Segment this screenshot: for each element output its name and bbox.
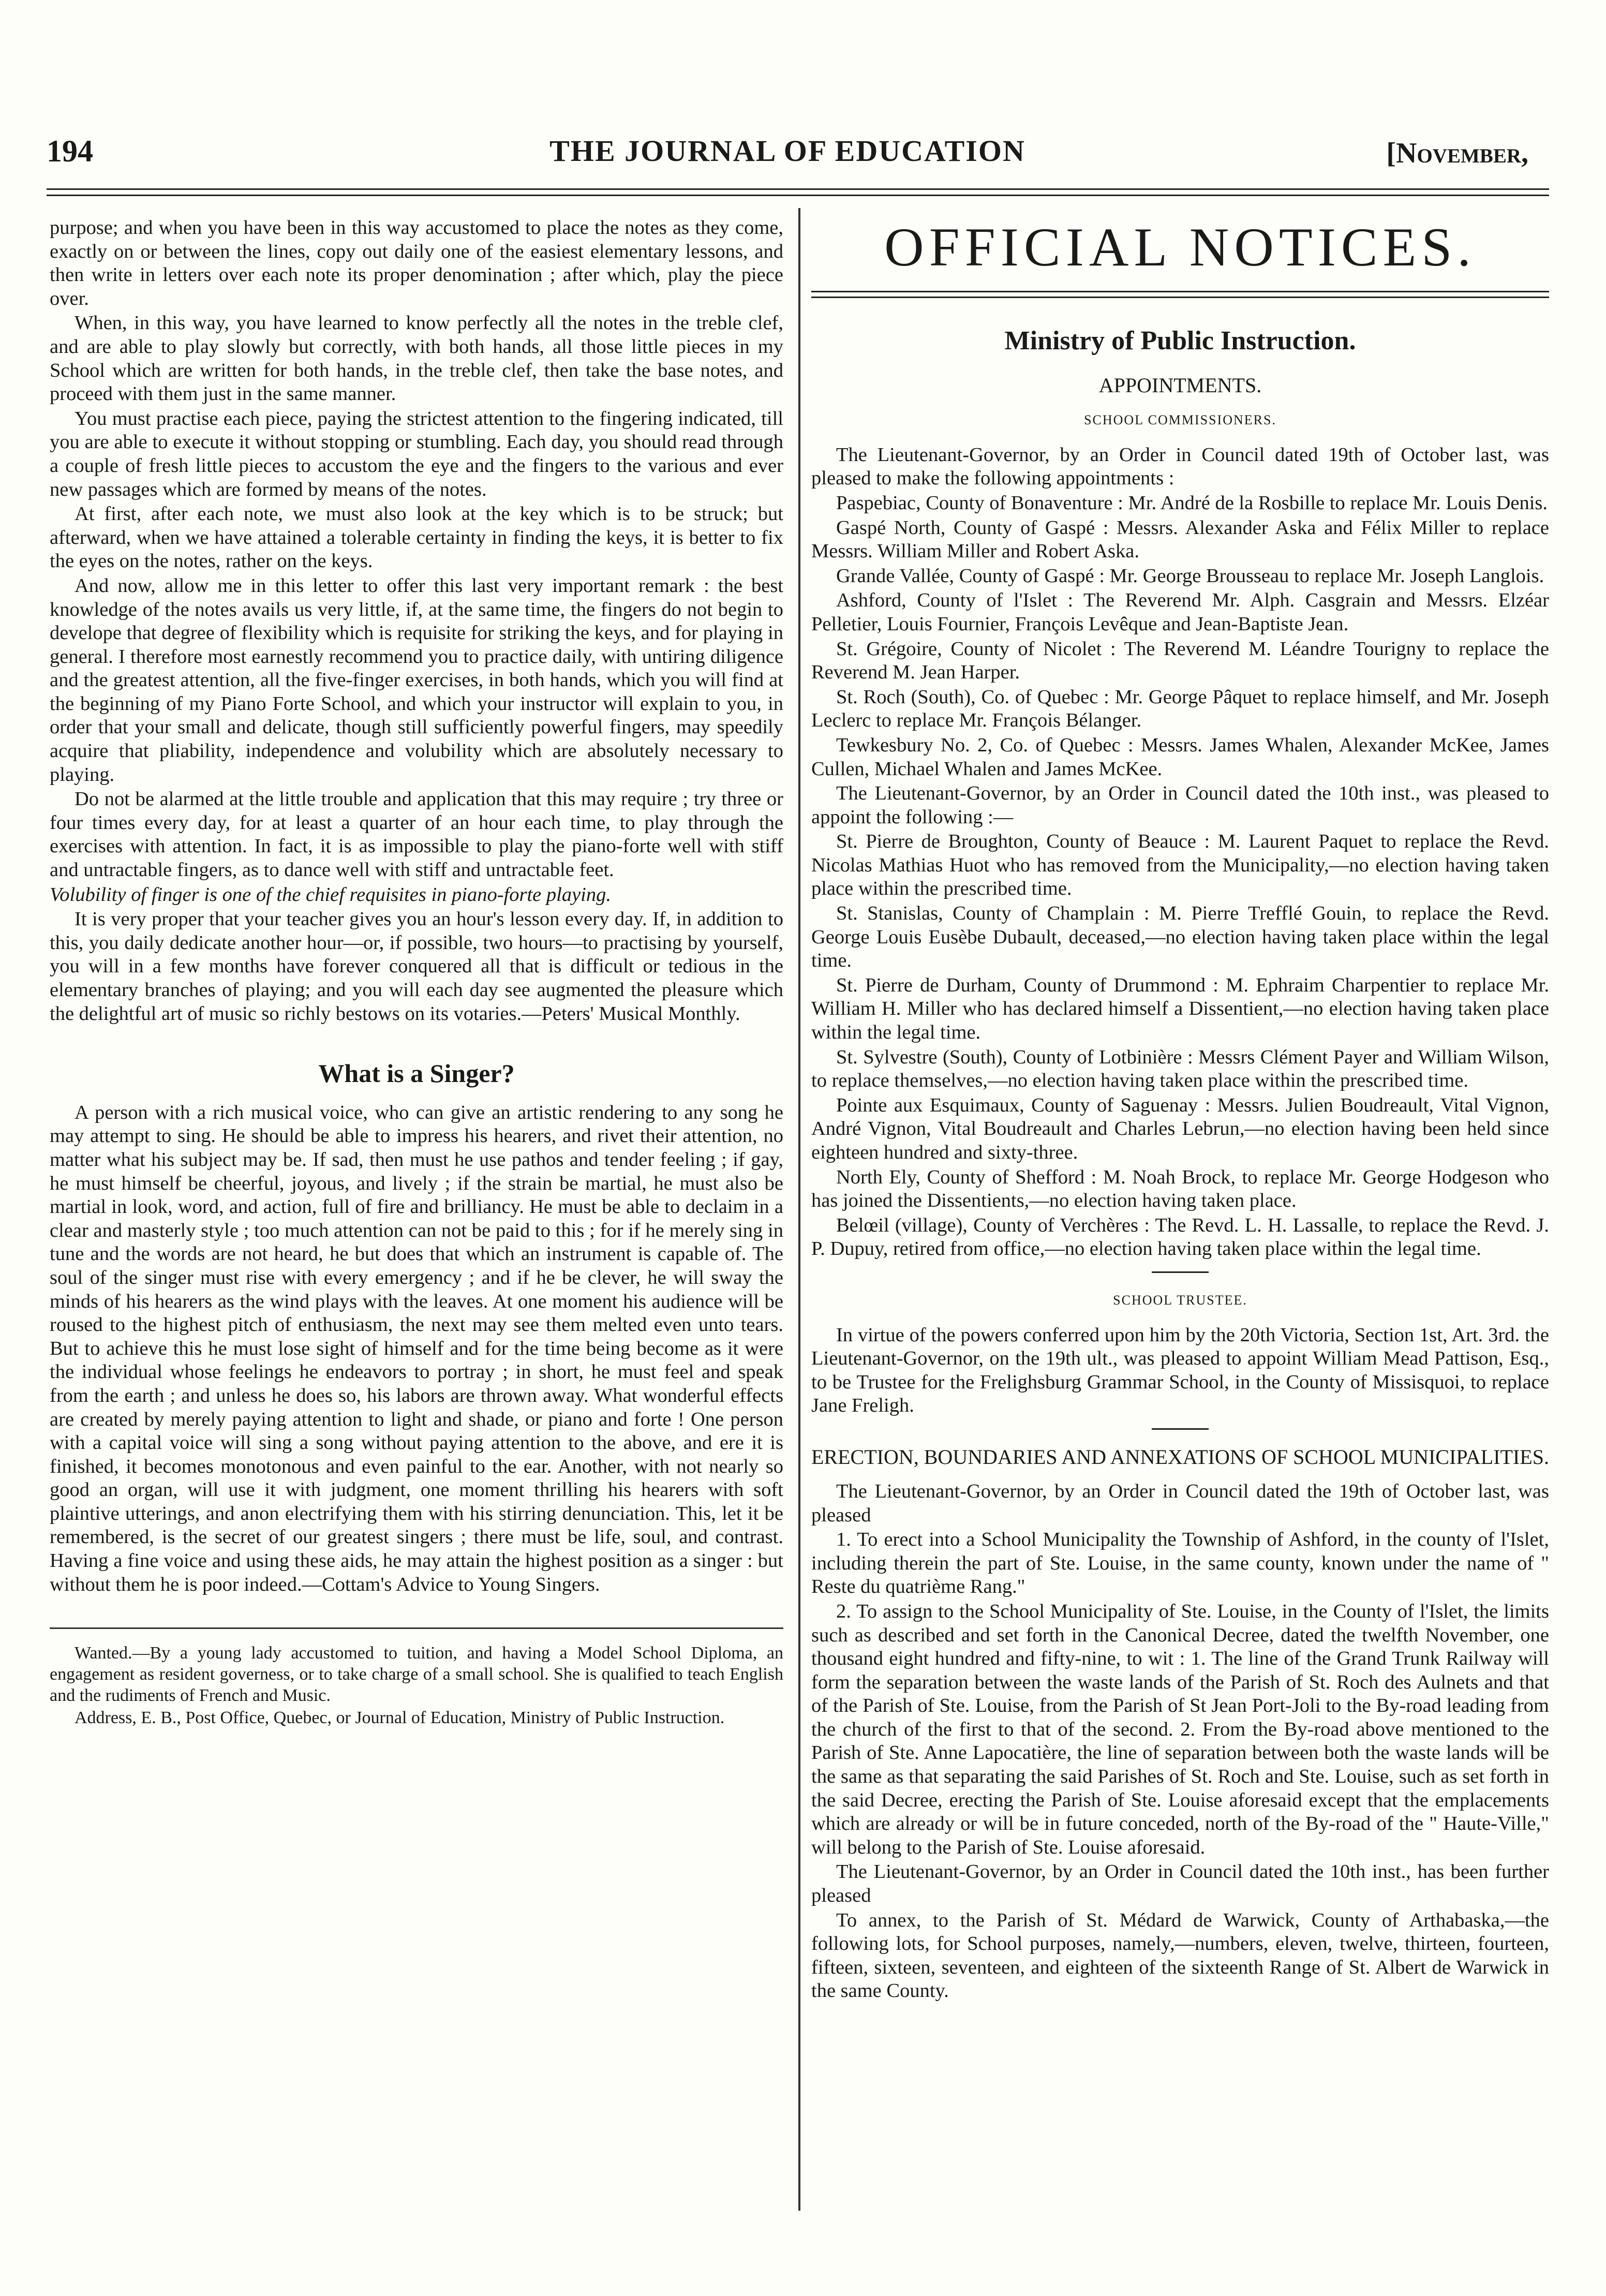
left-column <box>50 216 783 1728</box>
piano-paragraph: When, in this way, you have learned to know perfectly all the notes in the treble clef, and are able to play slowly but correctly, with both hands, all those little pieces in my School which are written for both hands, in the treble clef, then take the base notes, and proceed with them just in the same manner. <box>50 312 783 405</box>
notice-paragraph: St. Sylvestre (South), County of Lotbinière : Messrs Clément Payer and William Wilson, to replace themselves,—no election having taken place within the prescribed time. <box>811 1046 1549 1092</box>
section-rule <box>1152 1428 1209 1430</box>
title-double-rule <box>811 291 1549 298</box>
notice-paragraph: Belœil (village), County of Verchères : The Revd. L. H. Lassalle, to replace the Revd. J. P. Dupuy, retired from office,—no election having taken place within the legal time. <box>811 1214 1549 1260</box>
wanted-address: Address, E. B., Post Office, Quebec, or Journal of Education, Ministry of Public Instruction. <box>75 1708 725 1728</box>
section-rule <box>1152 1271 1209 1273</box>
erection-paragraph: 1. To erect into a School Municipality the Township of Ashford, in the county of l'Islet, including therein the part of Ste. Louise, in the same county, known under the name of " Reste du quatrième Rang." <box>811 1529 1549 1598</box>
erection-paragraph: The Lieutenant-Governor, by an Order in Council dated the 10th inst., has been further pleased <box>811 1861 1549 1907</box>
singer-paragraph: A person with a rich musical voice, who can give an artistic rendering to any song he may attempt to sing. He should be able to impress his hearers, and rivet their attention, no matter what his subject may be. If sad, then must he use pathos and tender feeling ; if gay, he must himself be cheerful, joyous, and lively ; if the strain be martial, he must also be martial in look, word, and action, full of fire and brilliancy. He must be able to declaim in a clear and masterly style ; too much attention can not be paid to this ; for if he merely sing in tune and the words are not heard, he but does that which an instrument is capable of. The soul of the singer must rise with every emergency ; and if he be clever, he will sway the minds of his hearers as the wind plays with the leaves. At one moment his audience will be roused to the highest pitch of enthusiasm, the next may see them melted even unto tears. But to achieve this he must lose sight of himself and for the time being become as it were the individual whose feelings he endeavors to portray ; in short, he must feel and speak from the earth ; and unless he does so, his labors are thrown away. What wonderful effects are created by merely paying attention to light and shade, or piano and forte ! One person with a capital voice will sing a song without paying attention to the above, and ere it is finished, it becomes monotonous and even painful to the ear. Another, with not nearly so good an organ, will use it with judgment, one moment thrilling his hearers with soft plaintive utterings, and anon electrifying them with his stirring denunciation. This, let it be remembered, is the secret of our greatest singers ; there must be life, soul, and contrast. Having a fine voice and using these aids, he may attain the highest position as a singer : but without them he is poor indeed.—Cottam's Advice to Young Singers. <box>50 1101 783 1595</box>
appointments-heading: APPOINTMENTS. <box>1098 373 1262 397</box>
header-rule-bottom <box>47 195 1549 196</box>
notice-paragraph: St. Pierre de Durham, County of Drummond : M. Ephraim Charpentier to replace Mr. William H. Miller who has declared himself a Dissentient,—no election having taken place within the legal time. <box>811 974 1549 1044</box>
trustee-paragraph: In virtue of the powers conferred upon him by the 20th Victoria, Section 1st, Art. 3rd. the Lieutenant-Governor, on the 19th ult., was pleased to appoint William Mead Pattison, Esq., to be Trustee for the Frelighsburg Grammar School, in the County of Missisquoi, to replace Jane Freligh. <box>811 1324 1549 1417</box>
wanted-advertisement <box>50 1627 783 1728</box>
erection-paragraph: 2. To assign to the School Municipality of Ste. Louise, in the County of l'Islet, the limits such as described and set forth in the Canonical Decree, dated the twelfth November, one thousand eight hundred and fifty-nine, to wit : 1. The line of the Grand Trunk Railway will form the separation between the waste lands of the Parish of St. Roch des Aulnets and that of the Parish of Ste. Louise, from the Parish of St Jean Port-Joli to the By-road leading from the church of the first to that of the second. 2. From the By-road above mentioned to the Parish of Ste. Anne Lapocatière, the line of separation between both the waste lands will be the same as that separating the said Parishes of St. Roch and Ste. Louise, such as set forth in the said Decree, erecting the Parish of Ste. Louise aforesaid except that the emplacements which are already or will be in future conceded, north of the By-road of the " Haute-Ville," will belong to the Parish of Ste. Louise aforesaid. <box>811 1600 1549 1858</box>
official-notices-title: OFFICIAL NOTICES. <box>884 217 1476 277</box>
erection-paragraph: The Lieutenant-Governor, by an Order in Council dated the 19th of October last, was pleased <box>811 1480 1549 1526</box>
erection-heading: ERECTION, BOUNDARIES AND ANNEXATIONS OF SCHOOL MUNICIPALITIES. <box>811 1445 1549 1469</box>
notice-paragraph: The Lieutenant-Governor, by an Order in Council dated the 10th inst., was pleased to appoint the following :— <box>811 782 1549 828</box>
piano-maxim: Volubility of finger is one of the chief requisites in piano-forte playing. <box>50 883 611 906</box>
journal-title: THE JOURNAL OF EDUCATION <box>549 134 1025 168</box>
piano-paragraph: Do not be alarmed at the little trouble and application that this may require ; try three or four times every day, for at least a quarter of an hour each time, to play through the exercises with attention. In fact, it is as impossible to play the piano-forte well with stiff and untractable fingers, as to dance well with stiff and untractable feet. <box>50 788 783 881</box>
notice-paragraph: St. Grégoire, County of Nicolet : The Reverend M. Léandre Tourigny to replace the Reverend M. Jean Harper. <box>811 638 1549 684</box>
header-rule-top <box>47 188 1549 190</box>
notice-paragraph: Grande Vallée, County of Gaspé : Mr. George Brousseau to replace Mr. Joseph Langlois. <box>836 565 1544 587</box>
notice-paragraph: St. Roch (South), Co. of Quebec : Mr. George Pâquet to replace himself, and Mr. Joseph Leclerc to replace Mr. François Bélanger. <box>811 686 1549 732</box>
notice-paragraph: The Lieutenant-Governor, by an Order in Council dated 19th of October last, was pleased to make the following appointments : <box>811 443 1549 490</box>
issue-month: [November, <box>1386 137 1528 169</box>
wanted-text: Wanted.—By a young lady accustomed to tuition, and having a Model School Diploma, an engagement as resident governess, or to take charge of a small school. She is qualified to teach English and the rudiments of French and Music. <box>50 1643 783 1706</box>
school-commissioners-heading: SCHOOL COMMISSIONERS. <box>1084 412 1276 428</box>
notice-paragraph: Pointe aux Esquimaux, County of Saguenay : Messrs. Julien Boudreault, Vital Vignon, André Vignon, Vital Boudreault and Charles Lebrun,—no election having been held since eighteen hundred and sixty-three. <box>811 1094 1549 1163</box>
singer-heading: What is a Singer? <box>318 1059 515 1088</box>
notice-paragraph: St. Stanislas, County of Champlain : M. Pierre Trefflé Gouin, to replace the Revd. George Louis Eusèbe Dubault, deceased,—no election having taken place within the legal time. <box>811 902 1549 972</box>
piano-paragraph: purpose; and when you have been in this way accustomed to place the notes as they come, exactly on or between the lines, copy out daily one of the easiest elementary lessons, and then write in letters over each note its proper denomination ; after which, play the piece over. <box>50 217 783 309</box>
piano-paragraph: And now, allow me in this letter to offer this last very important remark : the best knowledge of the notes avails us very little, if, at the same time, the fingers do not begin to develope that degree of flexibility which is requisite for striking the keys, and for playing in general. I therefore most earnestly recommend you to practice daily, with untiring diligence and the greatest attention, all the five-finger exercises, in both hands, which you will find at the beginning of my Piano Forte School, and which your instructor will explain to you, in order that your small and delicate, though still sufficiently powerful fingers, may speedily acquire that pliability, independence and volubility which are absolutely necessary to playing. <box>50 574 783 786</box>
notice-paragraph: Tewkesbury No. 2, Co. of Quebec : Messrs. James Whalen, Alexander McKee, James Cullen, Michael Whalen and James McKee. <box>811 734 1549 780</box>
notice-paragraph: Paspebiac, County of Bonaventure : Mr. André de la Rosbille to replace Mr. Louis Denis. <box>836 492 1548 514</box>
notice-paragraph: Gaspé North, County of Gaspé : Messrs. Alexander Aska and Félix Miller to replace Messrs. William Miller and Robert Aska. <box>811 516 1549 562</box>
school-trustee-heading: SCHOOL TRUSTEE. <box>1113 1292 1247 1308</box>
erection-paragraph: To annex, to the Parish of St. Médard de Warwick, County of Arthabaska,—the following lots, for School purposes, namely,—numbers, eleven, twelve, thirteen, fourteen, fifteen, sixteen, seventeen, and eighteen of the sixteenth Range of St. Albert de Warwick in the same County. <box>811 1909 1549 2002</box>
right-column <box>811 216 1549 2003</box>
page-header <box>47 134 1528 180</box>
notice-paragraph: Ashford, County of l'Islet : The Reverend Mr. Alph. Casgrain and Messrs. Elzéar Pelletier, Louis Fournier, François Levêque and Jean-Baptiste Jean. <box>811 589 1549 635</box>
ministry-heading: Ministry of Public Instruction. <box>1004 326 1356 355</box>
notice-paragraph: St. Pierre de Broughton, County of Beauce : M. Laurent Paquet to replace the Revd. Nicolas Mathias Huot who has removed from the Municipality,—no election having taken place within the prescribed time. <box>811 831 1549 900</box>
page-number: 194 <box>47 134 93 168</box>
piano-paragraph: At first, after each note, we must also look at the key which is to be struck; but afterward, when we have attained a tolerable certainty in finding the keys, it is better to fix the eyes on the notes, rather on the keys. <box>50 503 783 572</box>
column-divider <box>798 208 800 2211</box>
piano-paragraph: You must practise each piece, paying the strictest attention to the fingering indicated, till you are able to execute it without stopping or stumbling. Each day, you should read through a couple of fresh little pieces to accustom the eye and the fingers to the various and ever new passages which are formed by means of the notes. <box>50 407 783 500</box>
piano-paragraph: It is very proper that your teacher gives you an hour's lesson every day. If, in addition to this, you daily dedicate another hour—or, if possible, two hours—to practising by yourself, you will in a few months have forever conquered all that is difficult or tedious in the elementary branches of playing; and you will each day see augmented the pleasure which the delightful art of music so richly bestows on its votaries.—Peters' Musical Monthly. <box>50 908 783 1025</box>
notice-paragraph: North Ely, County of Shefford : M. Noah Brock, to replace Mr. George Hodgeson who has joined the Dissentients,—no election having taken place. <box>811 1166 1549 1212</box>
